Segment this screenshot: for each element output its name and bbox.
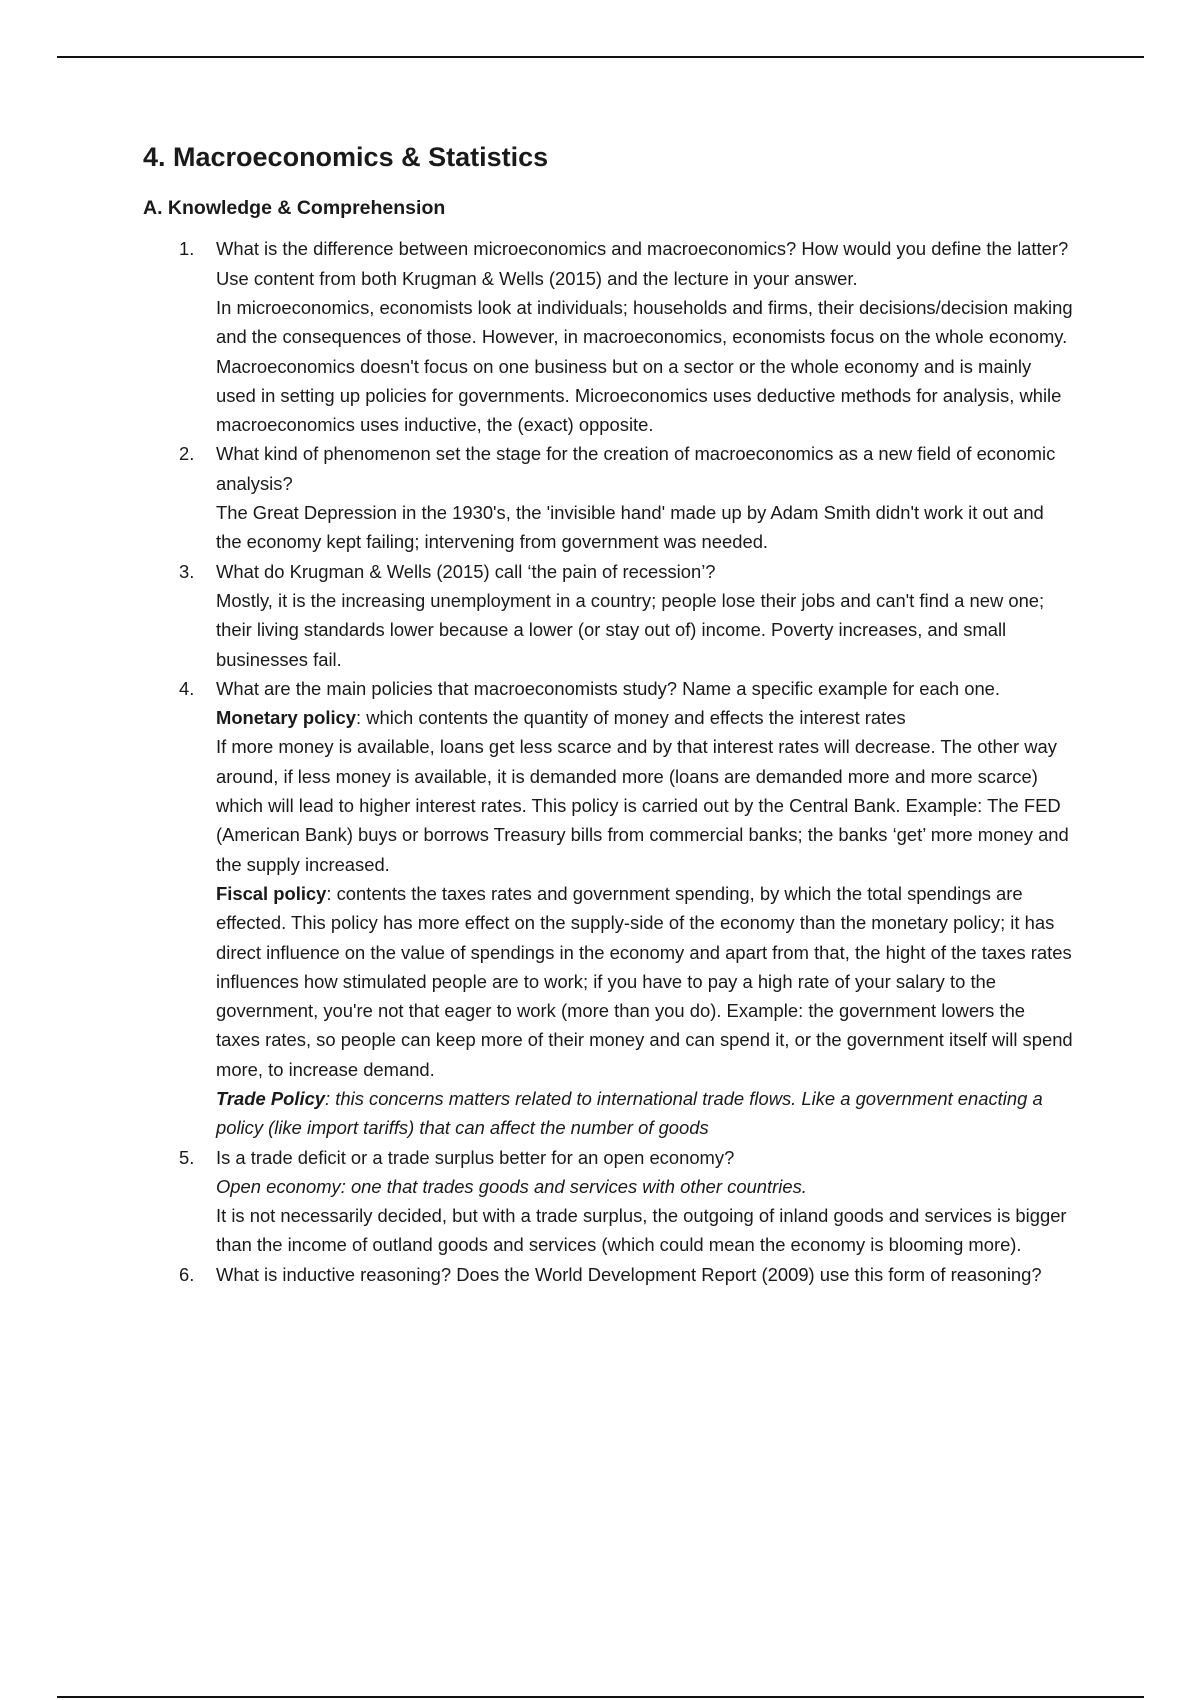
question-list: [143, 234, 1073, 1289]
list-item: [143, 439, 1073, 556]
list-item: [143, 1260, 1073, 1289]
answer-text: In microeconomics, economists look at individuals; households and firms, their decisions/decision making and the consequences of those. However, in macroeconomics, economists focus on the whole economy. Macroeconomics doesn't focus on one business but on a sector or the whole economy and is mainly used in setting up policies for governments. Microeconomics uses deductive methods for analysis, while macroeconomics uses inductive, the (exact) opposite.: [216, 296, 1073, 436]
monetary-policy-label: Monetary policy: [216, 707, 357, 729]
fiscal-policy-text: : contents the taxes rates and government spending, by which the total spendings are effected. This policy has more effect on the supply-side of the economy than the monetary policy; it has direct influence on the value of spendings in the economy and apart from that, the hight of the taxes rates influences how stimulated people are to work; if you have to pay a high rate of your salary to the government, you're not that eager to work (more than you do). Example: the government lowers the taxes rates, so people can keep more of their money and can spend it, or the government itself will spend more, to increase demand.: [216, 882, 1073, 1080]
question-text: What are the main policies that macroeconomists study? Name a specific example for each one.: [216, 677, 1001, 699]
question-text: What is inductive reasoning? Does the World Development Report (2009) use this form of reasoning?: [216, 1263, 1042, 1285]
section-heading: A. Knowledge & Comprehension: [143, 197, 446, 220]
item-number: 6.: [179, 1263, 195, 1285]
answer-text: The Great Depression in the 1930's, the 'invisible hand' made up by Adam Smith didn't work it out and the economy kept failing; intervening from government was needed.: [216, 502, 1044, 553]
item-number: 4.: [179, 677, 195, 699]
item-number: 3.: [179, 560, 195, 582]
trade-policy-paragraph: [216, 1084, 1073, 1143]
trade-policy-label: Trade Policy: [216, 1088, 326, 1109]
header-rule: [57, 56, 1144, 58]
footer-rule: [57, 1696, 1144, 1698]
question-text: What is the difference between microeconomics and macroeconomics? How would you define the latter? Use content from both Krugman & Wells (2015) and the lecture in your answer.: [216, 238, 1069, 289]
monetary-policy-paragraph: [216, 703, 1073, 732]
monetary-policy-detail: If more money is available, loans get less scarce and by that interest rates will decrease. The other way around, if less money is available, it is demanded more (loans are demanded more and more scarce) which will lead to higher interest rates. This policy is carried out by the Central Bank. Example: The FED (American Bank) buys or borrows Treasury bills from commercial banks; the banks ‘get’ more money and the supply increased.: [216, 736, 1069, 875]
question-text: What kind of phenomenon set the stage for the creation of macroeconomics as a new field of economic analysis?: [216, 443, 1056, 494]
monetary-policy-text: : which contents the quantity of money and effects the interest rates: [356, 707, 906, 729]
item-number: 2.: [179, 443, 195, 465]
fiscal-policy-paragraph: [216, 879, 1073, 1084]
question-text: What do Krugman & Wells (2015) call ‘the pain of recession’?: [216, 560, 716, 582]
page-title: 4. Macroeconomics & Statistics: [143, 142, 549, 172]
list-item: [143, 1143, 1073, 1260]
answer-text: It is not necessarily decided, but with a trade surplus, the outgoing of inland goods and services is bigger than the income of outland goods and services (which could mean the economy is blooming more).: [216, 1205, 1067, 1256]
trade-policy-text: : this concerns matters related to international trade flows. Like a government enacting a policy (like import tariffs) that can affect the number of goods: [216, 1088, 1043, 1139]
document-body: [143, 140, 1073, 1289]
list-item: [143, 674, 1073, 1143]
item-number: 1.: [179, 238, 195, 260]
item-number: 5.: [179, 1146, 195, 1168]
open-economy-definition: Open economy: one that trades goods and services with other countries.: [216, 1175, 807, 1197]
answer-text: Mostly, it is the increasing unemployment in a country; people lose their jobs and can't find a new one; their living standards lower because a lower (or stay out of) income. Poverty increases, and small businesses fail.: [216, 589, 1045, 670]
list-item: [143, 557, 1073, 674]
fiscal-policy-label: Fiscal policy: [216, 882, 327, 904]
question-text: Is a trade deficit or a trade surplus better for an open economy?: [216, 1146, 735, 1168]
list-item: [143, 234, 1073, 439]
